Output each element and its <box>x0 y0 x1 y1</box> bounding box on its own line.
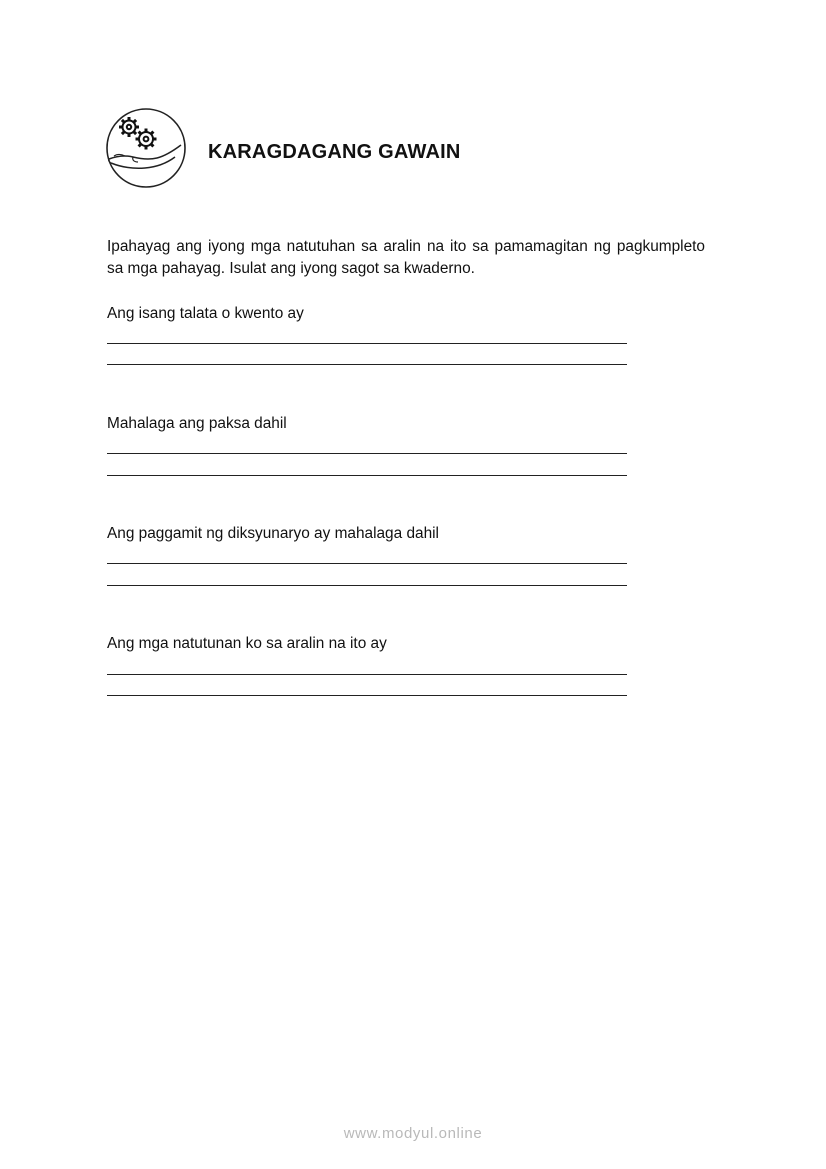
answer-line <box>107 563 627 564</box>
answer-line <box>107 695 627 696</box>
answer-line <box>107 475 627 476</box>
answer-line <box>107 343 627 344</box>
prompt-4: Ang mga natutunan ko sa aralin na ito ay <box>107 635 387 652</box>
gears-on-hand-icon <box>105 107 187 189</box>
page-title: KARAGDAGANG GAWAIN <box>208 141 461 163</box>
prompt-2: Mahalaga ang paksa dahil <box>107 415 287 432</box>
answer-line <box>107 364 627 365</box>
watermark: www.modyul.online <box>343 1125 483 1142</box>
answer-line <box>107 453 627 454</box>
instructions-text: Ipahayag ang iyong mga natutuhan sa aralin na ito sa pamamagitan ng pagkumpleto sa mga pahayag. Isulat ang iyong sagot sa kwaderno. <box>107 238 705 277</box>
answer-line <box>107 585 627 586</box>
answer-line <box>107 674 627 675</box>
prompt-1: Ang isang talata o kwento ay <box>107 305 304 322</box>
prompt-3: Ang paggamit ng diksyunaryo ay mahalaga dahil <box>107 525 439 542</box>
